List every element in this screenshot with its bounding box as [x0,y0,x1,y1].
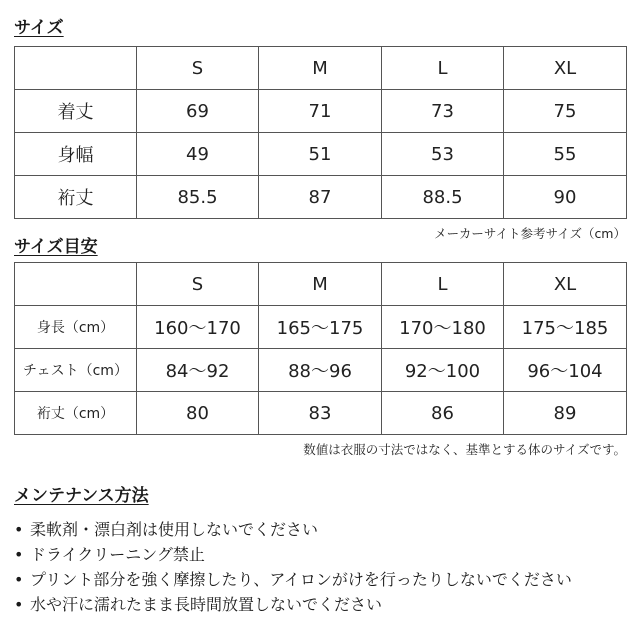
size-cell: 49 [137,133,259,176]
care-instruction-text: 水や汗に濡れたまま長時間放置しないでください [30,595,383,614]
size-table-row [15,90,627,133]
size-guide-heading: サイズ目安 [14,237,98,257]
care-instructions-list [14,517,572,617]
guide-row-label: チェスト（cm） [15,349,137,392]
guide-table-row [15,349,627,392]
size-cell: 85.5 [137,176,259,219]
size-cell: 75 [504,90,627,133]
size-cell: 53 [382,133,504,176]
list-item [14,517,572,542]
guide-table-row [15,306,627,349]
size-cell: 55 [504,133,627,176]
care-instruction-text: プリント部分を強く摩擦したり、アイロンがけを行ったりしないでください [30,570,572,589]
guide-cell: 165～175 [259,306,382,349]
size-cell: 73 [382,90,504,133]
size-cell: 69 [137,90,259,133]
size-cell: 71 [259,90,382,133]
size-table-corner-cell [15,47,137,90]
guide-cell: 160～170 [137,306,259,349]
guide-row-label: 裄丈（cm） [15,392,137,435]
guide-cell: 175～185 [504,306,627,349]
guide-col-m: M [259,263,382,306]
list-item [14,592,572,617]
guide-col-l: L [382,263,504,306]
bullet-icon: • [14,595,24,614]
guide-col-s: S [137,263,259,306]
size-cell: 90 [504,176,627,219]
size-guide-note: 数値は衣服の寸法ではなく、基準とする体のサイズです。 [303,442,626,457]
guide-cell: 88～96 [259,349,382,392]
guide-cell: 170～180 [382,306,504,349]
size-guide-table [14,262,627,435]
size-table-row [15,133,627,176]
size-col-s: S [137,47,259,90]
list-item [14,542,572,567]
size-cell: 88.5 [382,176,504,219]
guide-cell: 89 [504,392,627,435]
size-col-xl: XL [504,47,627,90]
size-table-row [15,176,627,219]
guide-col-xl: XL [504,263,627,306]
guide-cell: 96～104 [504,349,627,392]
size-heading: サイズ [14,18,64,38]
guide-table-row [15,392,627,435]
bullet-icon: • [14,545,24,564]
size-source-note: メーカーサイト参考サイズ（cm） [434,226,626,241]
size-row-label: 裄丈 [15,176,137,219]
size-table-header-row [15,47,627,90]
size-table [14,46,627,219]
care-instruction-text: ドライクリーニング禁止 [30,545,205,564]
size-row-label: 身幅 [15,133,137,176]
list-item [14,567,572,592]
bullet-icon: • [14,520,24,539]
bullet-icon: • [14,570,24,589]
size-row-label: 着丈 [15,90,137,133]
guide-cell: 83 [259,392,382,435]
guide-cell: 92～100 [382,349,504,392]
guide-table-corner-cell [15,263,137,306]
guide-row-label: 身長（cm） [15,306,137,349]
guide-table-header-row [15,263,627,306]
care-instruction-text: 柔軟剤・漂白剤は使用しないでください [30,520,319,539]
size-cell: 51 [259,133,382,176]
size-col-m: M [259,47,382,90]
care-heading: メンテナンス方法 [14,486,149,506]
guide-cell: 80 [137,392,259,435]
size-cell: 87 [259,176,382,219]
size-col-l: L [382,47,504,90]
guide-cell: 86 [382,392,504,435]
guide-cell: 84～92 [137,349,259,392]
